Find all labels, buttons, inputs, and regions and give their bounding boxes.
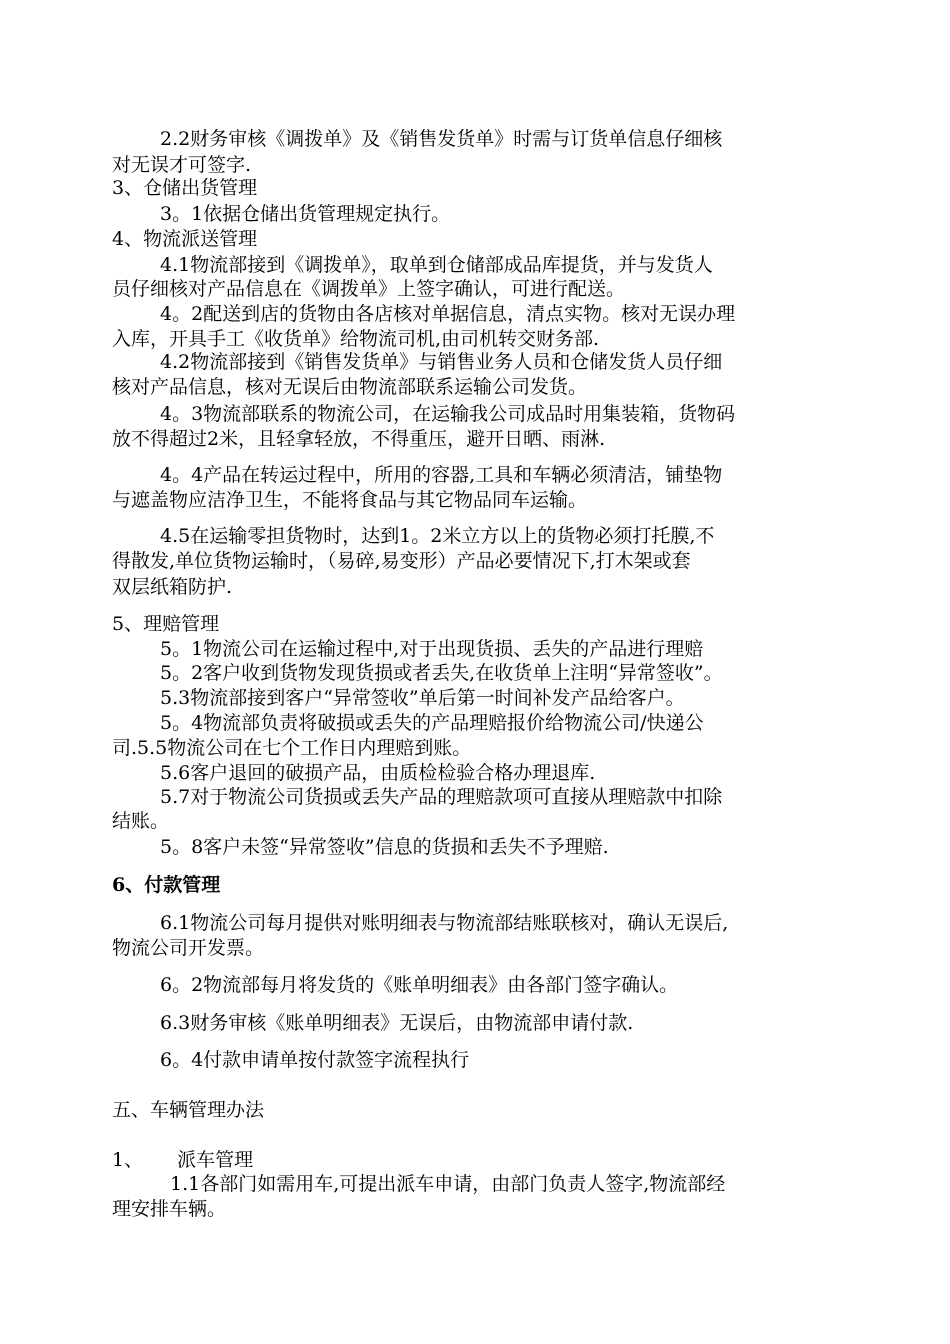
text-line: 对无误才可签字. [112,154,252,176]
text-line: 1.1各部门如需用车,可提出派车申请，由部门负责人签字,物流部经 [170,1173,726,1195]
section-heading [112,1148,842,1172]
text-line: 5。4物流部负责将破损或丢失的产品理赔报价给物流公司/快递公 [160,712,704,734]
text-line: 5.7对于物流公司货损或丢失产品的理赔款项可直接从理赔款中扣除 [160,786,723,808]
text-line: 3。1依据仓储出货管理规定执行。 [160,203,451,225]
text-line: 5。1物流公司在运输过程中,对于出现货损、丢失的产品进行理赔 [160,638,704,660]
text-line: 4。4产品在转运过程中，所用的容器,工具和车辆必须清洁，铺垫物 [160,464,723,486]
text-line: 入库，开具手工《收货单》给物流司机,由司机转交财务部. [112,328,600,350]
text-line: 6.3财务审核《账单明细表》无误后，由物流部申请付款. [160,1012,634,1034]
text-line: 5。2客户收到货物发现货损或者丢失,在收货单上注明“异常签收”。 [160,662,723,684]
text-line: 5.6客户退回的破损产品，由质检检验合格办理退库. [160,762,596,784]
chapter-heading: 五、车辆管理办法 [112,1099,265,1121]
section-title: 派车管理 [177,1149,254,1171]
text-line: 6。2物流部每月将发货的《账单明细表》由各部门签字确认。 [160,974,679,996]
section-heading: 6、付款管理 [112,874,221,896]
text-line: 5。8客户未签“异常签收”信息的货损和丢失不予理赔. [160,836,609,858]
text-line: 放不得超过2米，且轻拿轻放，不得重压，避开日晒、雨淋. [112,428,606,450]
text-line: 6.1物流公司每月提供对账明细表与物流部结账联核对，确认无误后, [160,912,729,934]
text-line: 5.3物流部接到客户“异常签收”单后第一时间补发产品给客户。 [160,687,685,709]
text-line: 员仔细核对产品信息在《调拨单》上签字确认，可进行配送。 [112,278,626,300]
text-line: 4。2配送到店的货物由各店核对单据信息，清点实物。核对无误办理 [160,303,736,325]
section-number: 1、 [112,1149,144,1171]
text-line: 2.2财务审核《调拨单》及《销售发货单》时需与订货单信息仔细核 [160,128,723,150]
text-line: 4.2物流部接到《销售发货单》与销售业务人员和仓储发货人员仔细 [160,351,723,373]
text-line: 理安排车辆。 [112,1198,227,1220]
text-line: 4。3物流部联系的物流公司，在运输我公司成品时用集装箱，货物码 [160,403,736,425]
text-line: 4.1物流部接到《调拨单》，取单到仓储部成品库提货，并与发货人 [160,254,713,276]
text-line: 6。4付款申请单按付款签字流程执行 [160,1049,470,1071]
text-line: 得散发,单位货物运输时，（易碎,易变形）产品必要情况下,打木架或套 [112,550,691,572]
text-line: 核对产品信息，核对无误后由物流部联系运输公司发货。 [112,376,588,398]
section-heading: 5、理赔管理 [112,613,220,635]
text-line: 与遮盖物应洁净卫生，不能将食品与其它物品同车运输。 [112,489,588,511]
text-line: 司.5.5物流公司在七个工作日内理赔到账。 [112,737,472,759]
text-line: 4.5在运输零担货物时，达到1。2米立方以上的货物必须打托膜,不 [160,525,715,547]
text-line: 双层纸箱防护. [112,576,233,598]
text-line: 物流公司开发票。 [112,937,265,959]
text-line: 结账。 [112,810,170,832]
section-heading: 3、仓储出货管理 [112,177,258,199]
section-heading: 4、物流派送管理 [112,228,258,250]
